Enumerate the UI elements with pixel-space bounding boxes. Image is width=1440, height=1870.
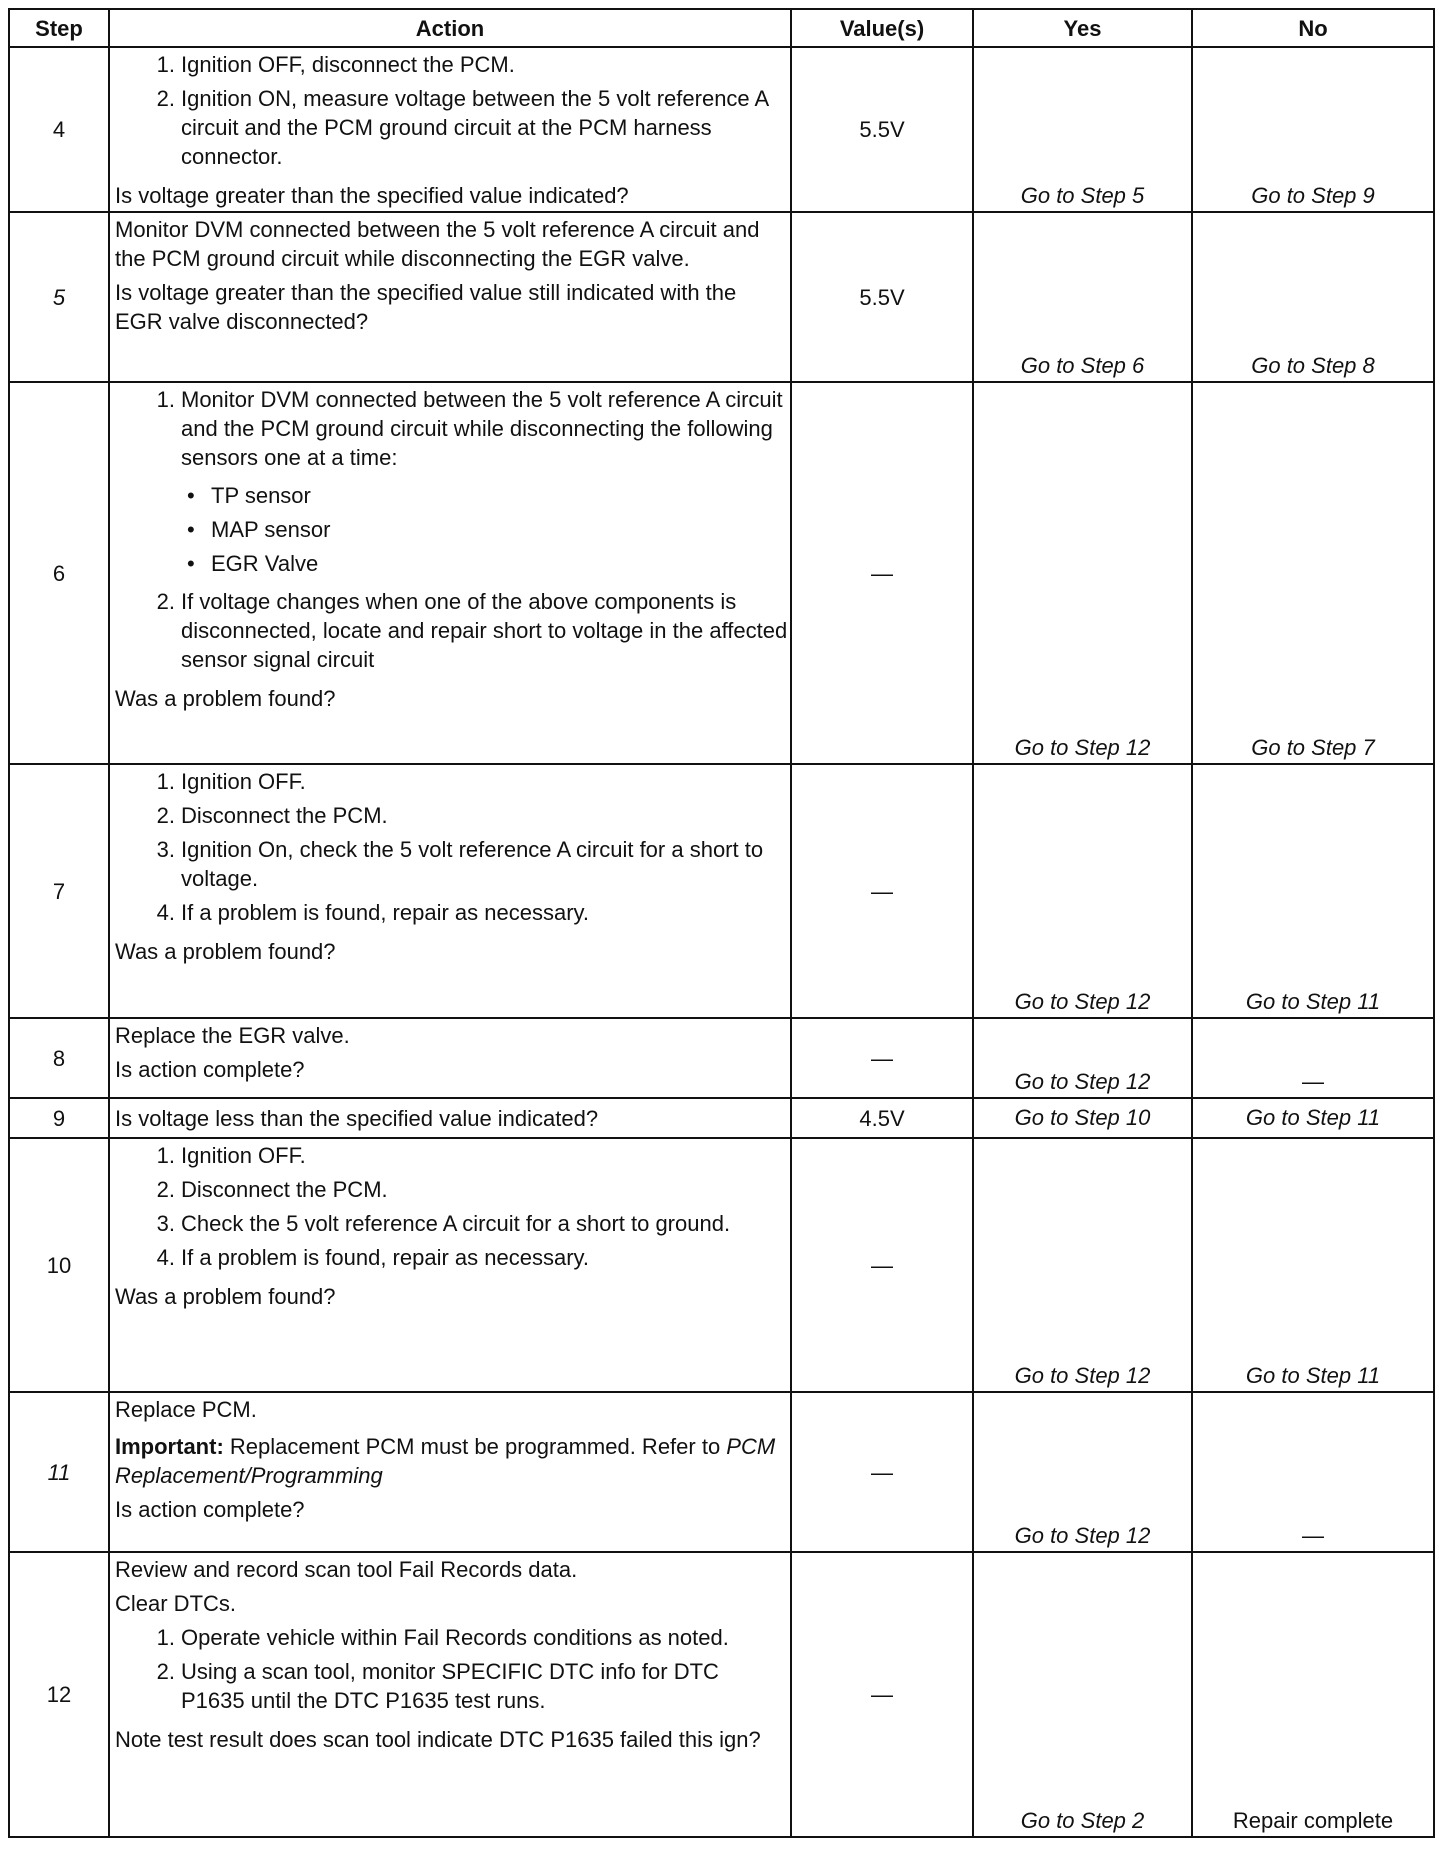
step-number: 11 [9,1392,109,1552]
action-cell [109,212,791,382]
action-step: 1. Ignition OFF, disconnect the PCM. [156,52,515,77]
step-number: 12 [9,1552,109,1837]
action-step: 3. Ignition On, check the 5 volt reference A circuit for a short to voltage. [156,837,764,891]
yes-cell: Go to Step 12 [973,764,1192,1018]
yes-cell: Go to Step 12 [973,1392,1192,1552]
step-number: 10 [9,1138,109,1392]
value-cell: — [791,382,973,764]
important-label: Important: [115,1434,224,1459]
action-question: Was a problem found? [115,686,336,711]
no-cell: Go to Step 11 [1192,1138,1434,1392]
table-row-step-9 [9,1098,1434,1138]
step-number: 4 [9,47,109,212]
value-cell: 4.5V [791,1098,973,1138]
important-note [115,1432,788,1490]
action-steps [115,587,788,679]
no-cell: Go to Step 9 [1192,47,1434,212]
action-question: Is action complete? [115,1057,305,1082]
action-cell [109,1392,791,1552]
action-question: Is voltage less than the specified value indicated? [115,1106,599,1131]
action-step: 1. Ignition OFF. [156,1143,306,1168]
table-row-step-8 [9,1018,1434,1098]
action-cell [109,47,791,212]
action-step: 1. Monitor DVM connected between the 5 volt reference A circuit and the PCM ground circuit while disconnecting the following sensors one at a time: [156,387,783,470]
step-number: 5 [9,212,109,382]
yes-cell: Go to Step 12 [973,1018,1192,1098]
header-step: Step [9,9,109,47]
no-cell: Go to Step 11 [1192,1098,1434,1138]
value-cell: — [791,1392,973,1552]
action-step: 4. If a problem is found, repair as necessary. [156,900,590,925]
yes-cell: Go to Step 2 [973,1552,1192,1837]
action-question: Is action complete? [115,1497,305,1522]
action-steps [115,767,788,932]
table-row-step-10 [9,1138,1434,1392]
table-row-step-11 [9,1392,1434,1552]
diagnostic-table-page [8,8,1433,1838]
action-text: Monitor DVM connected between the 5 volt reference A circuit and the PCM ground circuit while disconnecting the EGR valve. [115,217,760,271]
action-question: Is voltage greater than the specified value still indicated with the EGR valve disconnected? [115,280,737,334]
step-number: 9 [9,1098,109,1138]
yes-cell: Go to Step 10 [973,1098,1192,1138]
table-row-step-6 [9,382,1434,764]
action-question: Was a problem found? [115,939,336,964]
yes-cell: Go to Step 12 [973,382,1192,764]
action-step: 3. Check the 5 volt reference A circuit for a short to ground. [156,1211,731,1236]
action-question: Note test result does scan tool indicate DTC P1635 failed this ign? [115,1727,761,1752]
table-row-step-12 [9,1552,1434,1837]
no-cell: — [1192,1392,1434,1552]
yes-cell: Go to Step 12 [973,1138,1192,1392]
action-step: 2. Using a scan tool, monitor SPECIFIC DTC info for DTC P1635 until the DTC P1635 test runs. [156,1659,719,1713]
yes-cell: Go to Step 6 [973,212,1192,382]
action-steps [115,1623,788,1720]
no-cell: Go to Step 11 [1192,764,1434,1018]
action-step: 2. Disconnect the PCM. [156,803,388,828]
action-cell [109,382,791,764]
action-text: Replace PCM. [115,1397,257,1422]
list-item: • EGR Valve [115,549,788,578]
action-question: Is voltage greater than the specified value indicated? [115,183,629,208]
no-cell: — [1192,1018,1434,1098]
action-cell [109,1138,791,1392]
action-text: Replace the EGR valve. [115,1023,350,1048]
action-steps [115,1141,788,1277]
header-no: No [1192,9,1434,47]
important-text: Replacement PCM must be programmed. Refer to [223,1434,727,1459]
value-cell: — [791,1138,973,1392]
action-cell [109,1098,791,1138]
header-values: Value(s) [791,9,973,47]
table-row-step-4 [9,47,1434,212]
action-cell [109,1018,791,1098]
sensor-list [115,481,788,583]
reference-link[interactable]: PCM Replacement/Programming [115,1434,776,1488]
value-cell: 5.5V [791,47,973,212]
action-step: 4. If a problem is found, repair as necessary. [156,1245,590,1270]
step-number: 8 [9,1018,109,1098]
value-cell: 5.5V [791,212,973,382]
action-step: 1. Operate vehicle within Fail Records conditions as noted. [156,1625,729,1650]
step-number: 7 [9,764,109,1018]
action-steps [115,385,788,477]
action-steps [115,50,788,176]
table-row-step-5 [9,212,1434,382]
action-cell [109,1552,791,1837]
action-text: Clear DTCs. [115,1591,237,1616]
value-cell: — [791,764,973,1018]
no-cell: Repair complete [1192,1552,1434,1837]
value-cell: — [791,1018,973,1098]
action-cell [109,764,791,1018]
action-text: Review and record scan tool Fail Records data. [115,1557,578,1582]
action-step: 1. Ignition OFF. [156,769,306,794]
diagnostic-table [8,8,1435,1838]
action-step: 2. If voltage changes when one of the above components is disconnected, locate and repair short to voltage in the affected sensor signal circuit [156,589,788,672]
action-step: 2. Disconnect the PCM. [156,1177,388,1202]
list-item: • MAP sensor [115,515,788,544]
no-cell: Go to Step 8 [1192,212,1434,382]
action-step: 2. Ignition ON, measure voltage between the 5 volt reference A circuit and the PCM ground circuit at the PCM harness connector. [156,86,769,169]
list-item: • TP sensor [115,481,788,510]
action-question: Was a problem found? [115,1284,336,1309]
value-cell: — [791,1552,973,1837]
yes-cell: Go to Step 5 [973,47,1192,212]
table-row-step-7 [9,764,1434,1018]
step-number: 6 [9,382,109,764]
no-cell: Go to Step 7 [1192,382,1434,764]
header-row [9,9,1434,47]
header-action: Action [109,9,791,47]
header-yes: Yes [973,9,1192,47]
